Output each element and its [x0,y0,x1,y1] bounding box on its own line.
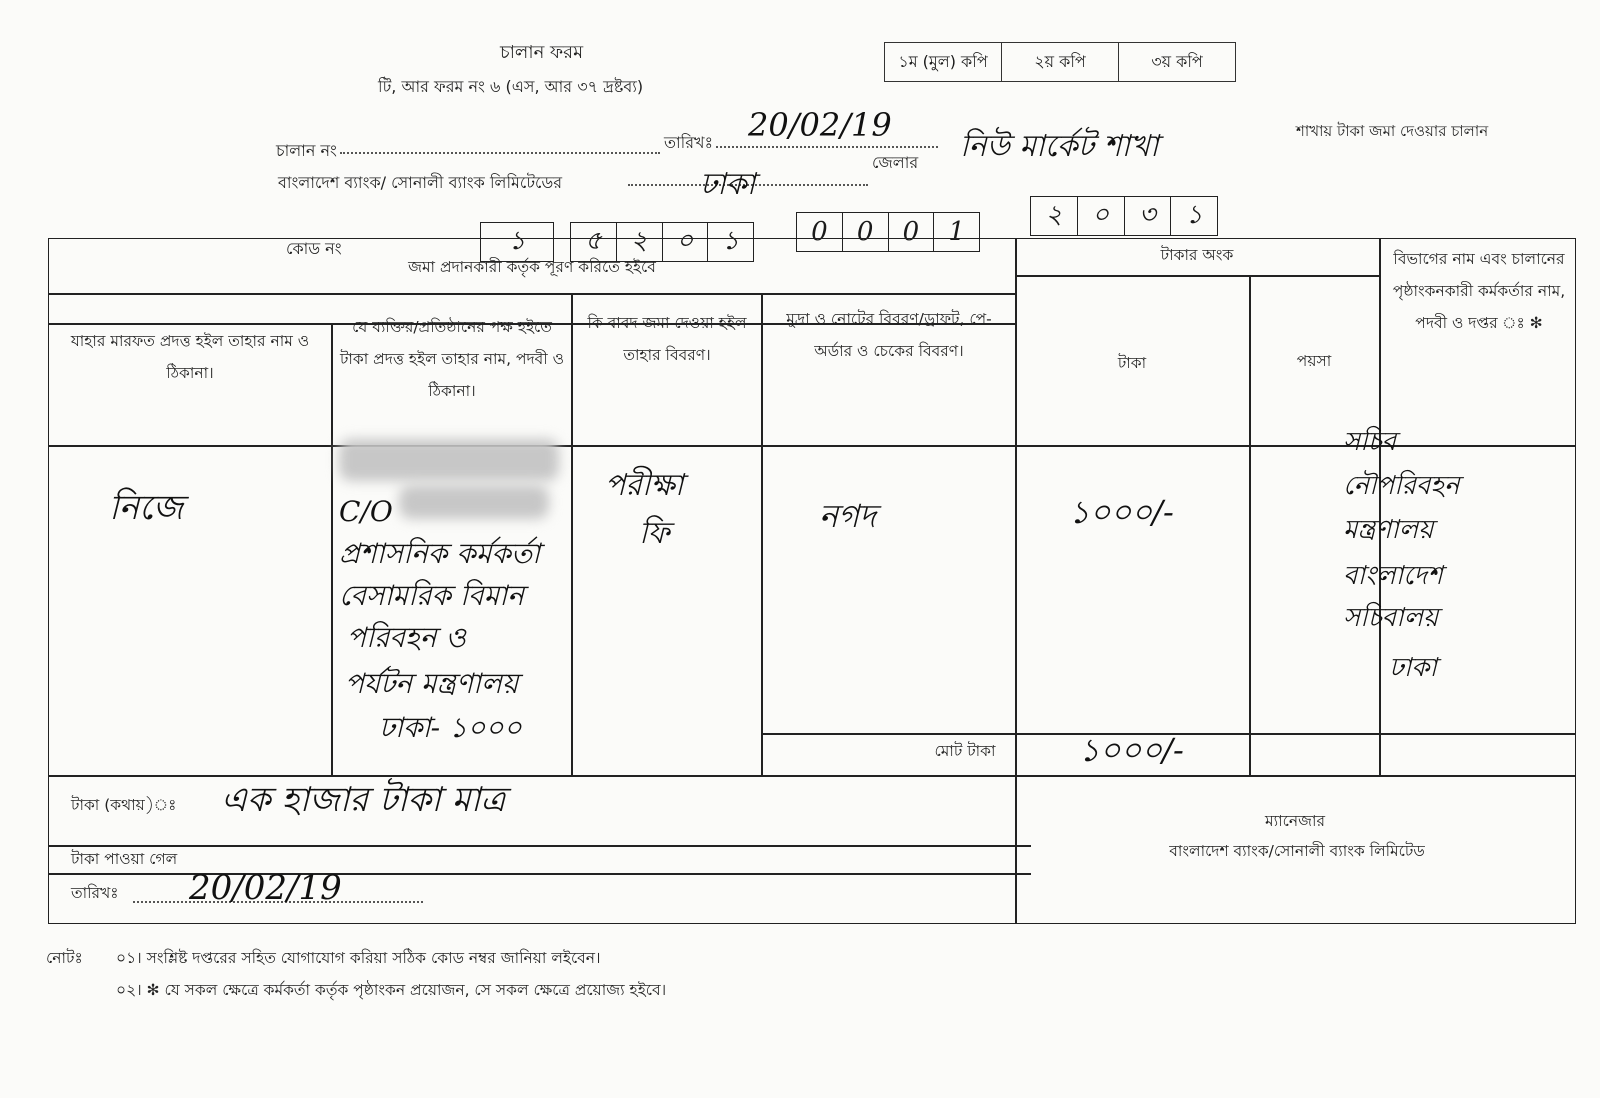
received-label: টাকা পাওয়া গেল [71,850,178,868]
department-line: নৌপরিবহন [1343,471,1460,501]
purpose-line: পরীক্ষা [605,468,684,503]
district-value: ঢাকা [700,167,756,202]
rule [761,293,763,775]
copy-second: ২য় কপি [1002,43,1119,81]
purpose-line: ফি [639,516,670,551]
rule [331,323,333,775]
manager-label: ম্যানেজার [1265,812,1325,830]
code-digit: 0 [797,213,843,251]
branch-value: নিউ মার্কেট শাখা [960,129,1159,164]
form-subtitle: টি, আর ফরম নং ৬ (এস, আর ৩৭ দ্রষ্টব্য) [378,77,644,96]
department-line: সচিবালয় [1343,603,1439,633]
department-line: সচিব [1343,427,1397,457]
department-line: ঢাকা [1389,653,1437,683]
code-digit: ৩ [1125,197,1172,235]
on-behalf-line: বেসামরিক বিমান [339,579,524,612]
received-date-value: 20/02/19 [189,868,342,908]
rule [571,293,573,775]
notes-label: নোটঃ [46,949,83,967]
code-digit: 0 [889,213,935,251]
code-digit: ১ [508,226,526,256]
instrument-value: নগদ [819,497,876,535]
challan-table [48,238,1576,924]
rule [1015,239,1017,923]
on-behalf-line: ঢাকা- ১০০০ [379,711,522,744]
in-words-label: টাকা (কথায়)ঃ [71,796,177,814]
code-digit: 1 [948,217,965,247]
department-line: মন্ত্রণালয় [1343,515,1434,545]
on-behalf-line: পর্যটন মন্ত্রণালয় [345,667,519,700]
rule [49,293,1015,295]
manager-bank: বাংলাদেশ ব্যাংক/সোনালী ব্যাংক লিমিটেড [1169,842,1425,860]
code-digit: ২ [617,223,663,261]
col-instrument: মুদ্রা ও নোটের বিবরণ/ড্রাফট, পে-অর্ডার ও চেকের বিবরণ। [786,310,992,360]
note-2: ০২। ✻ যে সকল ক্ষেত্রে কর্মকর্তা কর্তৃক পৃষ্ঠাংকন প্রয়োজন, সে সকল ক্ষেত্রে প্রয়োজ্য হইবে। [116,981,667,999]
code-digit: ৫ [571,223,617,261]
rule [49,845,1031,847]
copy-third: ৩য় কপি [1151,51,1203,71]
through-value: নিজে [109,488,184,528]
code-digit: ১ [722,226,740,256]
bank-label: বাংলাদেশ ব্যাংক/ সোনালী ব্যাংক লিমিটেডের [278,173,563,192]
note-1: ০১। সংশ্লিষ্ট দপ্তরের সহিত যোগাযোগ করিয়া সঠিক কোড নম্বর জানিয়া লইবেন। [116,949,601,967]
code-digit: ১ [1185,200,1203,230]
code-label: কোড নং [286,239,342,258]
date-underline [716,146,938,148]
total-value: ১০০০/- [1079,731,1184,769]
col-purpose: কি বাবদ জমা দেওয়া হইল তাহার বিবরণ। [587,314,747,364]
depositor-header: জমা প্রদানকারী কর্তৃক পূরণ করিতে হইবে [408,258,656,276]
form-title: চালান ফরম [500,42,584,63]
on-behalf-line: প্রশাসনিক কর্মকর্তা [339,537,541,570]
copy-selector [884,42,1236,82]
challan-no-label: চালান নং [276,141,337,160]
challan-no-field [340,152,660,154]
department-header: বিভাগের নাম এবং চালানের পৃষ্ঠাংকনকারী কর্মকর্তার নাম, পদবী ও দপ্তর ঃ ✻ [1392,250,1566,332]
redacted-name [399,485,549,519]
deposit-suffix: শাখায় টাকা জমা দেওয়ার চালান [1296,122,1489,140]
received-date-label: তারিখঃ [71,884,119,902]
code-digit: ০ [1078,197,1125,235]
redacted-name [339,439,559,481]
total-label: মোট টাকা [934,742,996,760]
col-through: যাহার মারফত প্রদত্ত হইল তাহার নাম ও ঠিকানা। [70,332,310,382]
copy-original: ১ম (মুল) কপি [885,43,1002,81]
taka-value: ১০০০/- [1069,493,1174,531]
department-line: বাংলাদেশ [1343,561,1443,591]
district-label: জেলার [872,153,919,172]
code-digit: 0 [843,213,889,251]
col-on-behalf: যে ব্যক্তির/প্রতিষ্ঠানের পক্ষ হইতে টাকা প্রদত্ত হইল তাহার নাম, পদবী ও ঠিকানা। [339,318,565,400]
rule [1015,275,1379,277]
code-digit: ০ [663,223,709,261]
in-words-value: এক হাজার টাকা মাত্র [221,780,506,820]
amount-header: টাকার অংক [1160,246,1234,264]
col-paisa: পয়সা [1296,352,1332,370]
code-group-4 [1030,196,1218,236]
on-behalf-line: পরিবহন ও [347,621,466,654]
col-taka: টাকা [1117,354,1147,372]
on-behalf-line: C/O [339,495,393,528]
code-digit: ২ [1031,197,1078,235]
date-label: তারিখঃ [664,133,714,152]
date-value: 20/02/19 [748,106,892,144]
